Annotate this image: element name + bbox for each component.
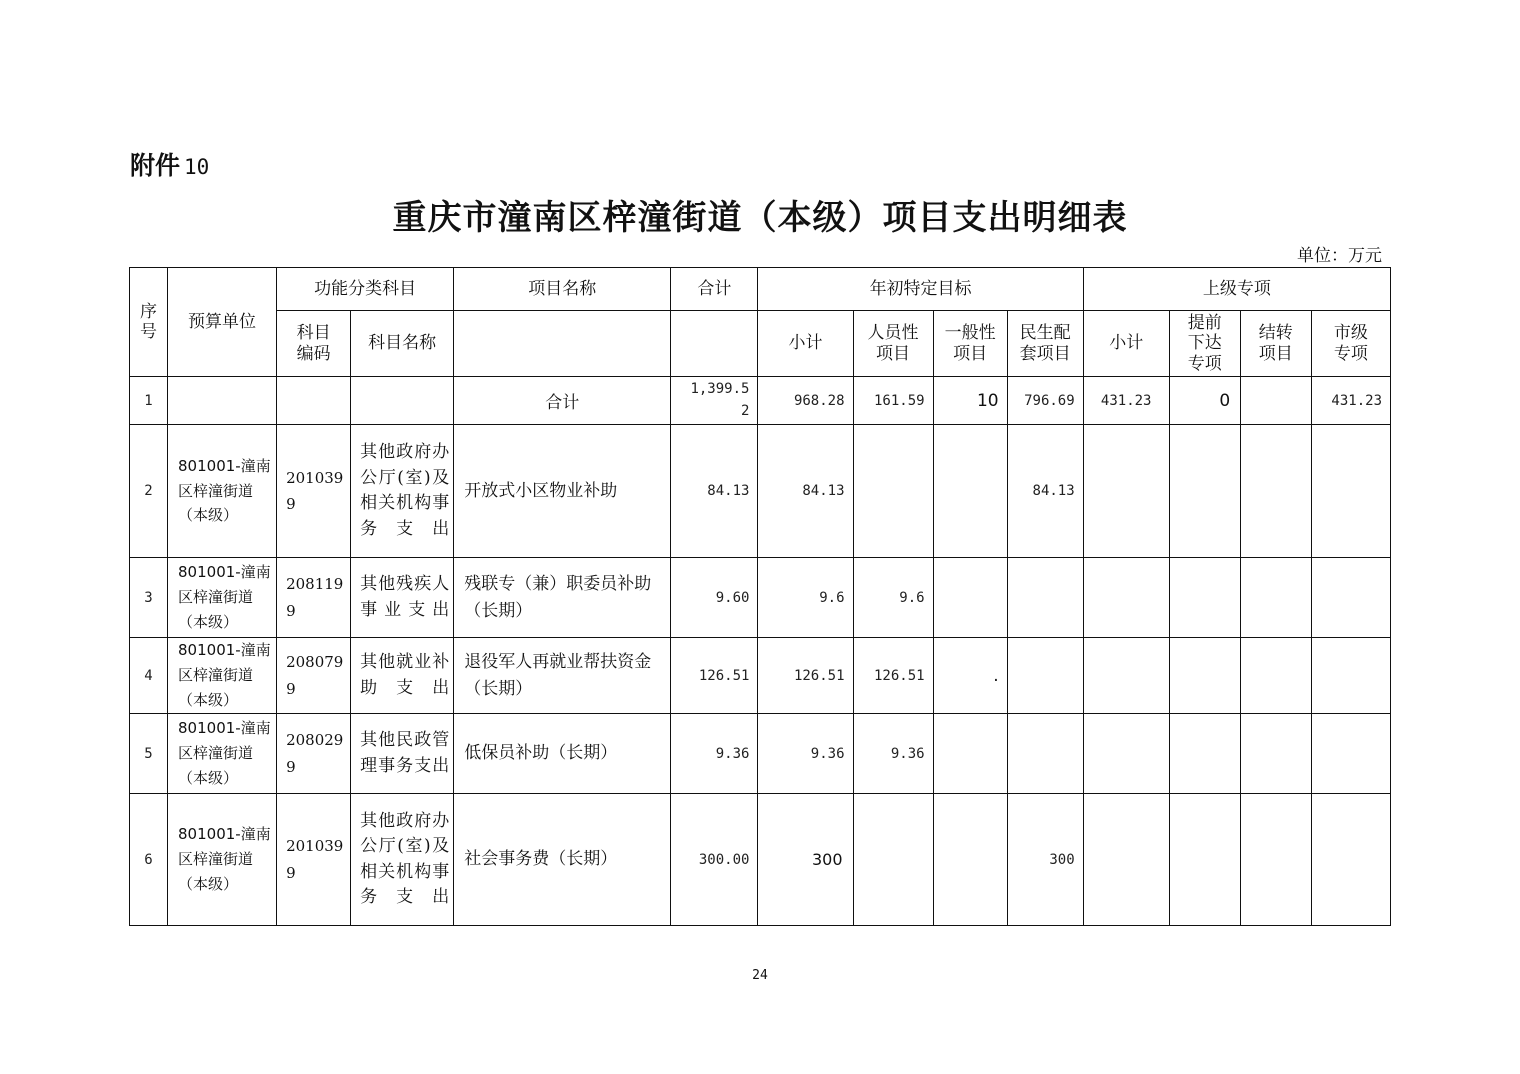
- table-row: [130, 714, 1391, 794]
- cell-code: [277, 377, 351, 425]
- cell-yt-general: [933, 425, 1007, 558]
- cell-project: 合计: [454, 377, 671, 425]
- cell-total: 9.36: [671, 714, 758, 794]
- cell-sp-carryover: [1240, 638, 1311, 714]
- header-year-target: 年初特定目标: [758, 268, 1083, 311]
- cell-yt-livelihood: [1007, 558, 1083, 638]
- cell-sp-subtotal: [1083, 794, 1169, 926]
- cell-unit: 801001-潼南区梓潼街道（本级）: [168, 714, 277, 794]
- cell-yt-livelihood: 300: [1007, 794, 1083, 926]
- page-number: 24: [752, 968, 768, 983]
- cell-yt-personnel: 161.59: [853, 377, 933, 425]
- cell-sp-city: [1311, 714, 1390, 794]
- cell-sp-advance: [1169, 425, 1240, 558]
- cell-total: 84.13: [671, 425, 758, 558]
- cell-yt-subtotal: 968.28: [758, 377, 853, 425]
- cell-sp-advance: 0: [1169, 377, 1240, 425]
- header-sp-subtotal: 小计: [1083, 311, 1169, 377]
- cell-sp-carryover: [1240, 794, 1311, 926]
- cell-sp-advance: [1169, 794, 1240, 926]
- cell-seq: 4: [130, 638, 168, 714]
- cell-subject: 其他就业补助支出: [351, 638, 454, 714]
- cell-unit: [168, 377, 277, 425]
- table-row: [130, 638, 1391, 714]
- header-project-blank: [454, 311, 671, 377]
- header-superior: 上级专项: [1083, 268, 1390, 311]
- cell-project: 开放式小区物业补助: [454, 425, 671, 558]
- attachment-number: 10: [184, 155, 210, 179]
- cell-code: 2081199: [277, 558, 351, 638]
- cell-sp-subtotal: [1083, 425, 1169, 558]
- cell-yt-general: [933, 794, 1007, 926]
- cell-yt-subtotal: 9.6: [758, 558, 853, 638]
- cell-unit: 801001-潼南区梓潼街道（本级）: [168, 794, 277, 926]
- cell-sp-city: [1311, 425, 1390, 558]
- cell-yt-general: [933, 714, 1007, 794]
- cell-sp-subtotal: [1083, 638, 1169, 714]
- cell-seq: 5: [130, 714, 168, 794]
- cell-yt-personnel: [853, 794, 933, 926]
- table-row: [130, 425, 1391, 558]
- header-sp-carryover: 结转项目: [1240, 311, 1311, 377]
- header-yt-general: 一般性项目: [933, 311, 1007, 377]
- header-yt-personnel: 人员性项目: [853, 311, 933, 377]
- cell-sp-advance: [1169, 558, 1240, 638]
- budget-table: [129, 267, 1391, 926]
- cell-seq: 1: [130, 377, 168, 425]
- cell-yt-subtotal: 126.51: [758, 638, 853, 714]
- header-total-blank: [671, 311, 758, 377]
- cell-subject: 其他残疾人事业支出: [351, 558, 454, 638]
- cell-seq: 6: [130, 794, 168, 926]
- cell-code: 2010399: [277, 425, 351, 558]
- cell-yt-personnel: 9.6: [853, 558, 933, 638]
- attachment-text: 附件: [130, 151, 181, 180]
- cell-code: 2080299: [277, 714, 351, 794]
- unit-label: 单位：万元: [1297, 246, 1382, 266]
- cell-unit: 801001-潼南区梓潼街道（本级）: [168, 638, 277, 714]
- cell-yt-personnel: 9.36: [853, 714, 933, 794]
- cell-project: 退役军人再就业帮扶资金（长期）: [454, 638, 671, 714]
- cell-yt-subtotal: 84.13: [758, 425, 853, 558]
- cell-yt-subtotal: 300: [758, 794, 853, 926]
- cell-yt-personnel: 126.51: [853, 638, 933, 714]
- cell-yt-livelihood: [1007, 714, 1083, 794]
- cell-unit: 801001-潼南区梓潼街道（本级）: [168, 558, 277, 638]
- cell-total: 1,399.52: [671, 377, 758, 425]
- cell-project: 残联专（兼）职委员补助（长期）: [454, 558, 671, 638]
- cell-sp-carryover: [1240, 377, 1311, 425]
- cell-sp-city: [1311, 558, 1390, 638]
- cell-yt-personnel: [853, 425, 933, 558]
- cell-sp-carryover: [1240, 714, 1311, 794]
- cell-sp-carryover: [1240, 425, 1311, 558]
- cell-yt-general: .: [933, 638, 1007, 714]
- cell-project: 低保员补助（长期）: [454, 714, 671, 794]
- table-row: [130, 794, 1391, 926]
- cell-sp-subtotal: [1083, 714, 1169, 794]
- header-func-category: 功能分类科目: [277, 268, 454, 311]
- cell-yt-subtotal: 9.36: [758, 714, 853, 794]
- cell-subject: 其他民政管理事务支出: [351, 714, 454, 794]
- header-sp-city: 市级专项: [1311, 311, 1390, 377]
- cell-yt-livelihood: 84.13: [1007, 425, 1083, 558]
- table-row: [130, 377, 1391, 425]
- page-title: 重庆市潼南区梓潼街道（本级）项目支出明细表: [392, 198, 1128, 238]
- cell-sp-subtotal: [1083, 558, 1169, 638]
- cell-subject: [351, 377, 454, 425]
- header-subject-code: 科目编码: [277, 311, 351, 377]
- cell-total: 9.60: [671, 558, 758, 638]
- header-budget-unit: 预算单位: [168, 268, 277, 377]
- attachment-label: [130, 146, 209, 182]
- cell-yt-livelihood: 796.69: [1007, 377, 1083, 425]
- cell-sp-city: [1311, 794, 1390, 926]
- cell-sp-city: 431.23: [1311, 377, 1390, 425]
- cell-sp-subtotal: 431.23: [1083, 377, 1169, 425]
- header-total: 合计: [671, 268, 758, 311]
- cell-sp-city: [1311, 638, 1390, 714]
- cell-sp-advance: [1169, 638, 1240, 714]
- cell-yt-general: 10: [933, 377, 1007, 425]
- cell-seq: 3: [130, 558, 168, 638]
- header-subject-name: 科目名称: [351, 311, 454, 377]
- cell-yt-general: [933, 558, 1007, 638]
- cell-code: 2010399: [277, 794, 351, 926]
- cell-total: 300.00: [671, 794, 758, 926]
- header-yt-subtotal: 小计: [758, 311, 853, 377]
- cell-code: 2080799: [277, 638, 351, 714]
- cell-subject: 其他政府办公厅(室)及相关机构事务支出: [351, 425, 454, 558]
- header-sp-advance: 提前下达专项: [1169, 311, 1240, 377]
- cell-sp-carryover: [1240, 558, 1311, 638]
- header-project-name: 项目名称: [454, 268, 671, 311]
- cell-seq: 2: [130, 425, 168, 558]
- cell-unit: 801001-潼南区梓潼街道（本级）: [168, 425, 277, 558]
- cell-project: 社会事务费（长期）: [454, 794, 671, 926]
- header-yt-livelihood: 民生配套项目: [1007, 311, 1083, 377]
- table-row: [130, 558, 1391, 638]
- cell-yt-livelihood: [1007, 638, 1083, 714]
- cell-subject: 其他政府办公厅(室)及相关机构事务支出: [351, 794, 454, 926]
- cell-total: 126.51: [671, 638, 758, 714]
- header-seq: 序号: [130, 268, 168, 377]
- cell-sp-advance: [1169, 714, 1240, 794]
